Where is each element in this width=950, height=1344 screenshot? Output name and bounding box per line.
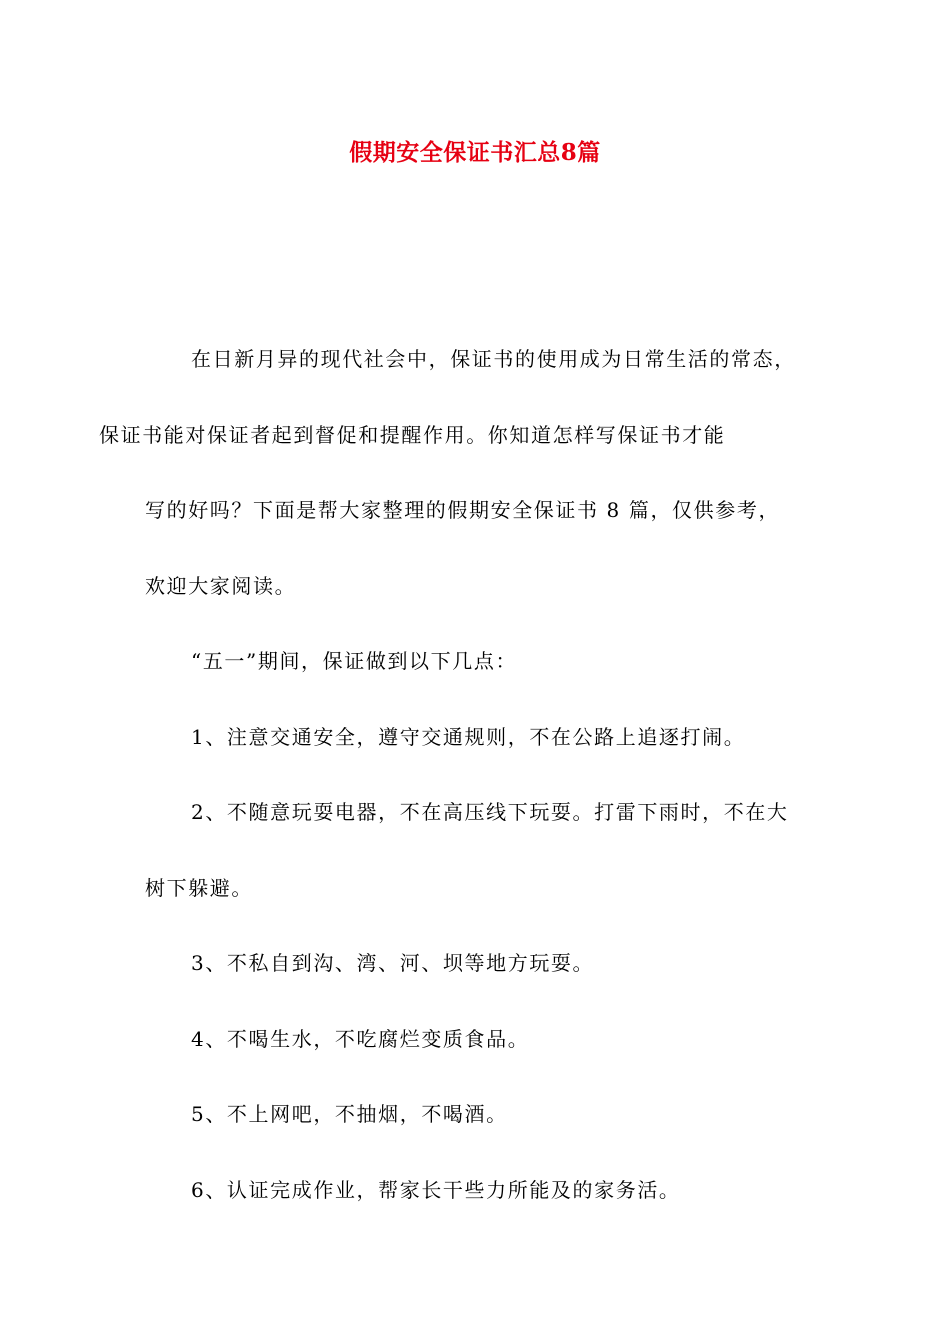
list-item-text: 2、不随意玩耍电器，不在高压线下玩耍。打雷下雨时，不在大 <box>191 800 789 824</box>
list-item-text: 3、不私自到沟、湾、河、坝等地方玩耍。 <box>191 951 595 975</box>
list-item-text: 树下躲避。 <box>145 875 253 900</box>
intro-line: 保证书能对保证者起到督促和提醒作用。你知道怎样写保证书才能 <box>99 422 726 447</box>
list-item-text: 6、认证完成作业，帮家长干些力所能及的家务活。 <box>191 1177 681 1202</box>
document-title: 假期安全保证书汇总8篇 <box>349 139 601 166</box>
list-item <box>145 775 835 926</box>
list-item <box>145 700 835 776</box>
list-item <box>145 1153 835 1229</box>
intro-paragraph <box>99 322 835 624</box>
intro-line: 写的好吗？下面是帮大家整理的假期安全保证书 8 篇，仅供参考， <box>145 498 781 522</box>
list-item-text: 1、注意交通安全，遵守交通规则，不在公路上追逐打闹。 <box>191 724 746 749</box>
list-item <box>145 1077 835 1153</box>
list-item-text: 5、不上网吧，不抽烟，不喝酒。 <box>191 1102 508 1126</box>
intro-line: 在日新月异的现代社会中，保证书的使用成为日常生活的常态， <box>191 347 796 371</box>
list-item-text: 4、不喝生水，不吃腐烂变质食品。 <box>191 1026 530 1051</box>
intro-line: 欢迎大家阅读。 <box>145 573 297 598</box>
lead-line: “五一”期间，保证做到以下几点： <box>191 649 518 673</box>
document-body <box>99 322 835 1228</box>
lead-paragraph <box>145 624 835 700</box>
list-item <box>145 1002 835 1078</box>
list-item <box>145 926 835 1002</box>
